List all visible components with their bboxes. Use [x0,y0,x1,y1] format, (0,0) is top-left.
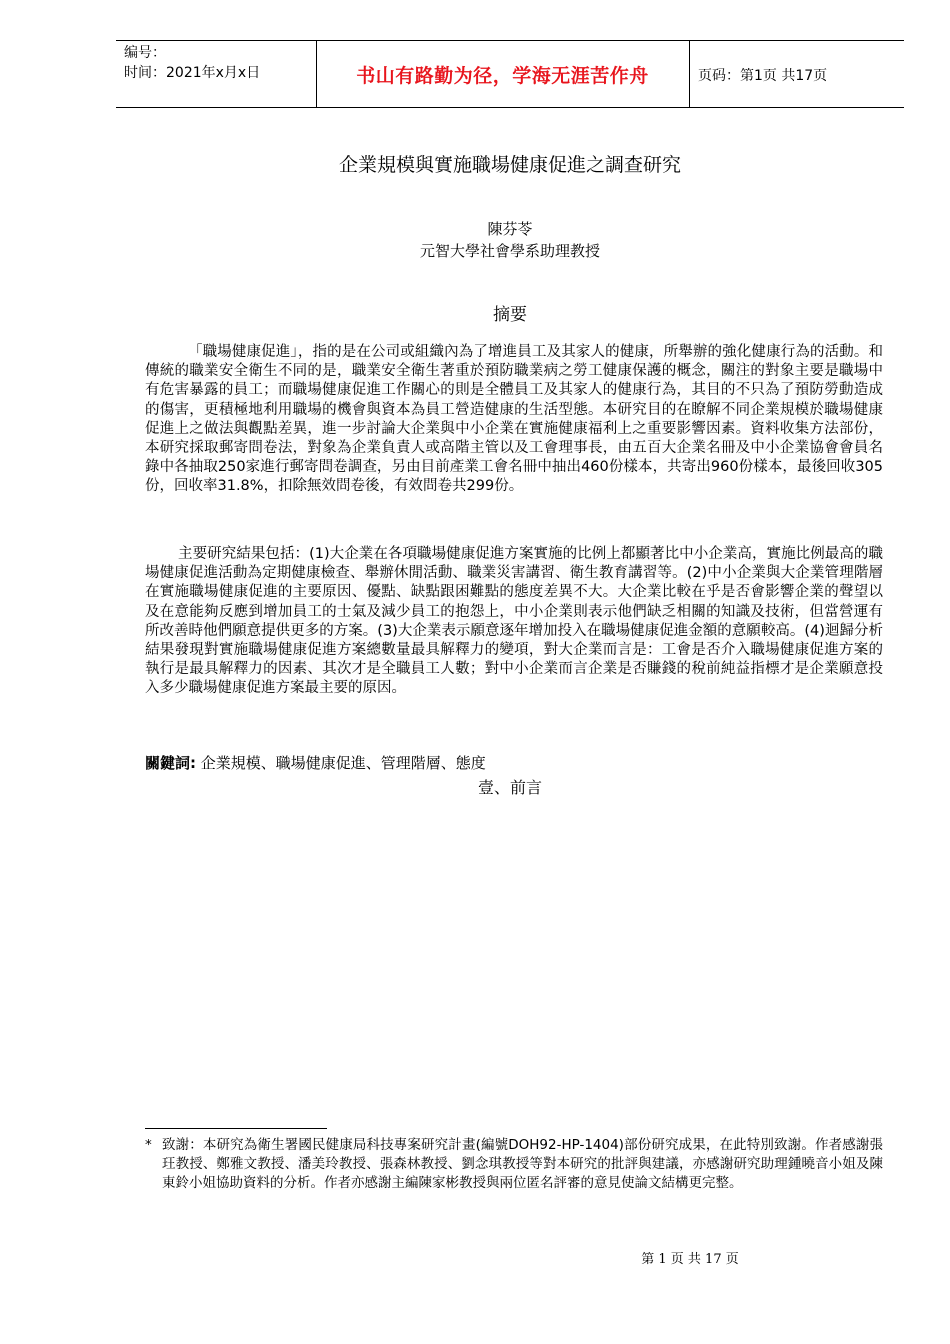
section-heading: 壹、前言 [477,778,542,797]
number-label: 编号： [124,45,166,61]
header-motto: 书山有路勤为径，学海无涯苦作舟 [356,65,649,87]
abstract-paragraph-1: 「職場健康促進」，指的是在公司或組織內為了增進員工及其家人的健康，所舉辦的強化健康行為的活動。和傳統的職業安全衛生不同的是，職業安全衛生著重於預防職業病之勞工健康保護的概念，關注的對象主要是職場中有危害暴露的員工；而職場健康促進工作關心的則是全體員工及其家人的健康行為，其目的不只為了預防勞動造成的傷害，更積極地利用職場的機會與資本為員工營造健康的生活型態。本研究目的在瞭解不同企業規模於職場健康促進上之做法與觀點差異，進一步討論大企業與中小企業在實施健康福利上之重要影響因素。資料收集方法部份，本研究採取郵寄問卷法，對象為企業負責人或高階主管以及工會理事長，由五百大企業名冊及中小企業協會會員名錄中各抽取250家進行郵寄問卷調查，另由目前產業工會名冊中抽出460份樣本，共寄出960份樣本，最後回收305份，回收率31.8%，扣除無效問卷後，有效問卷共299份。 [145,344,883,495]
author-name: 陳芬苓 [487,220,533,238]
footnote-text: 致謝：本研究為衛生署國民健康局科技專案研究計畫(編號DOH92-HP-1404)部份研究成果，在此特別致謝。作者感謝張玨教授、鄭雅文教授、潘美玲教授、張森林教授、劉念琪教授等對本研究的批評與建議，亦感謝研究助理鍾曉音小姐及陳東鈴小姐協助資料的分析。作者亦感謝主編陳家彬教授與兩位匿名評審的意見使論文結構更完整。 [162,1137,883,1191]
keywords-label: 關鍵詞: [145,754,196,772]
page-header [116,40,904,108]
footnote-rule [145,1128,327,1129]
header-divider [689,41,690,107]
keywords-text: 企業規模、職場健康促進、管理階層、態度 [200,754,486,772]
header-meta [124,43,260,83]
abstract-paragraph-2: 主要研究結果包括：(1)大企業在各項職場健康促進方案實施的比例上都顯著比中小企業高，實施比例最高的職場健康促進活動為定期健康檢查、舉辦休閒活動、職業災害講習、衛生教育講習等。(2)中小企業與大企業管理階層在實施職場健康促進的主要原因、優點、缺點跟困難點的態度差異不大。大企業比較在乎是否會影響企業的聲望以及在意能夠反應到增加員工的士氣及減少員工的抱怨上，中小企業則表示他們缺乏相關的知識及技術，但當營運有所改善時他們願意提供更多的方案。(3)大企業表示願意逐年增加投入在職場健康促進金額的意願較高。(4)迴歸分析結果發現對實施職場健康促進方案總數量最具解釋力的變項，對大企業而言是：工會是否介入職場健康促進方案的執行是最具解釋力的因素、其次才是全職員工人數；對中小企業而言企業是否賺錢的稅前純益指標才是企業願意投入多少職場健康促進方案最主要的原因。 [145,546,883,697]
page-number: 第 1 页 共 17 页 [641,1252,739,1267]
author-affiliation: 元智大學社會學系助理教授 [419,242,600,260]
document-title: 企業規模與實施職場健康促進之調查研究 [338,154,681,176]
time-label: 时间：2021年x月x日 [124,65,261,81]
footnote [145,1136,883,1193]
abstract-heading: 摘要 [493,305,527,325]
footnote-mark: * [145,1137,152,1153]
keywords-line [145,752,486,773]
header-page-label: 页码：第1页 共17页 [698,68,828,84]
